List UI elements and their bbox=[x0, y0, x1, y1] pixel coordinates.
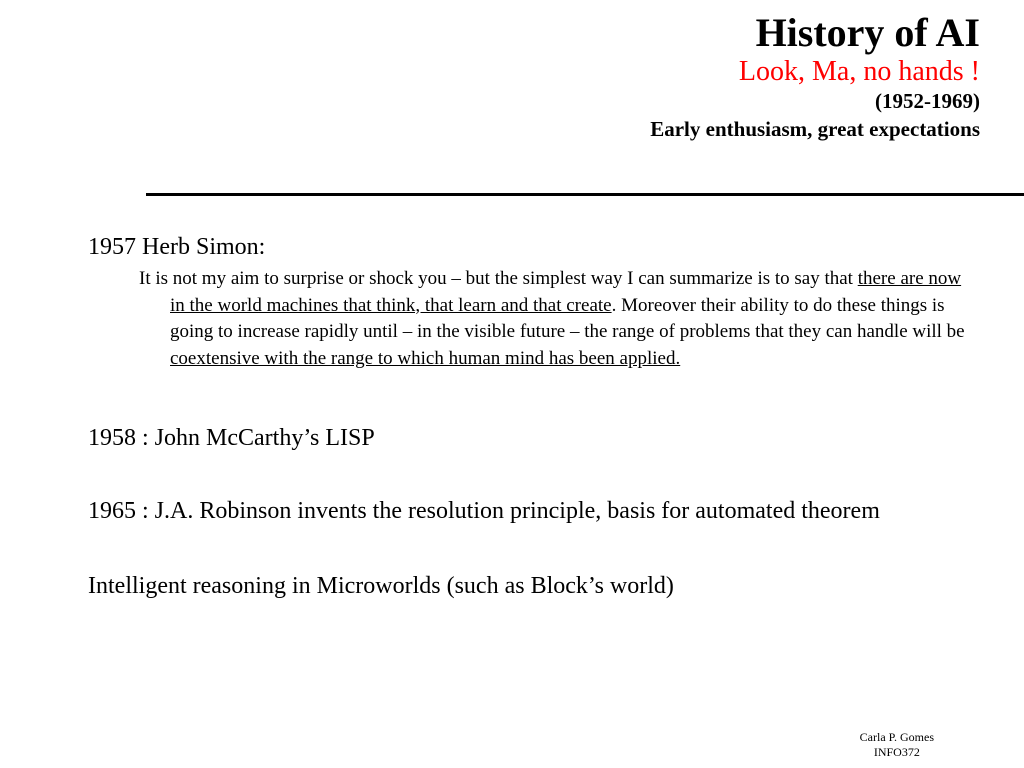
slide-title: History of AI bbox=[755, 10, 980, 55]
robinson-item: 1965 : J.A. Robinson invents the resolution principle, basis for automated theorem bbox=[88, 498, 880, 524]
header-divider bbox=[146, 193, 1024, 196]
quote-text-2: . Moreover their ability to do these things is going to increase rapidly until – in the visible future – the range of problems that they can handle will be bbox=[170, 294, 965, 342]
microworlds-item: Intelligent reasoning in Microworlds (such as Block’s world) bbox=[88, 573, 674, 599]
slide-subtitle: Look, Ma, no hands ! bbox=[738, 56, 980, 87]
quote-underline-1: there are now in the world machines that think, that learn and that create bbox=[170, 268, 962, 316]
period-label: (1952-1969) bbox=[875, 89, 980, 113]
footer-course: INFO372 bbox=[873, 745, 920, 759]
quote-text-1: It is not my aim to surprise or shock you – but the simplest way I can summarize is to say that bbox=[139, 268, 858, 289]
simon-heading: 1957 Herb Simon: bbox=[88, 234, 266, 260]
lisp-item: 1958 : John McCarthy’s LISP bbox=[88, 425, 375, 451]
simon-quote bbox=[139, 266, 970, 372]
slide-footer bbox=[860, 730, 934, 760]
tagline: Early enthusiasm, great expectations bbox=[650, 117, 980, 141]
quote-underline-2: coextensive with the range to which human mind has been applied. bbox=[170, 347, 681, 369]
footer-author: Carla P. Gomes bbox=[859, 730, 934, 744]
slide-header bbox=[650, 10, 980, 144]
slide-body bbox=[88, 231, 965, 602]
